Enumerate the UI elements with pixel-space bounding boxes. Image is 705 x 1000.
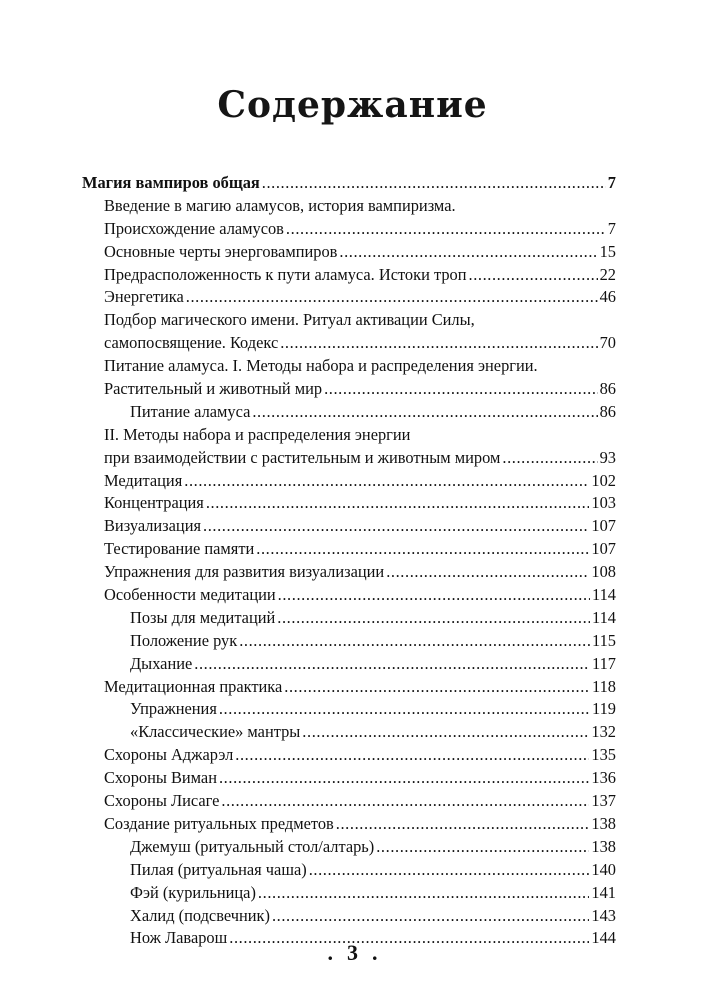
toc-entry-page: 102 bbox=[591, 470, 616, 490]
toc-entry bbox=[82, 355, 616, 378]
toc-entry-page: 118 bbox=[592, 676, 616, 696]
toc-entry-title: при взаимодействии с растительным и животным миром bbox=[104, 447, 501, 467]
toc-entry-page: 141 bbox=[591, 882, 616, 902]
toc-dot-leader bbox=[258, 882, 589, 905]
toc-dot-leader bbox=[376, 836, 589, 859]
toc-entry bbox=[82, 538, 616, 561]
toc-entry-title: Подбор магического имени. Ритуал активации Силы, bbox=[104, 310, 475, 330]
toc-entry-title: Позы для медитаций bbox=[130, 607, 276, 627]
toc-dot-leader bbox=[339, 241, 597, 264]
toc-entry bbox=[82, 286, 616, 309]
toc-entry bbox=[82, 332, 616, 355]
toc-entry bbox=[82, 492, 616, 515]
toc-entry-page: 7 bbox=[607, 218, 616, 238]
toc-entry-title: II. Методы набора и распределения энергии bbox=[104, 424, 411, 444]
toc-dot-leader bbox=[235, 744, 589, 767]
toc-entry bbox=[82, 905, 616, 928]
toc-dot-leader bbox=[219, 698, 590, 721]
toc-entry-title: Особенности медитации bbox=[104, 585, 276, 605]
toc-entry bbox=[82, 309, 616, 332]
toc-entry-page: 119 bbox=[592, 699, 616, 719]
toc-dot-leader bbox=[309, 859, 590, 882]
toc-entry bbox=[82, 676, 616, 699]
page-number-value: 3 bbox=[347, 940, 358, 965]
toc-entry-page: 135 bbox=[591, 745, 616, 765]
toc-entry bbox=[82, 218, 616, 241]
page-title: Содержание bbox=[217, 84, 488, 126]
toc-entry-title: Схороны Аджарэл bbox=[104, 745, 234, 765]
toc-dot-leader bbox=[252, 401, 597, 424]
toc-entry bbox=[82, 630, 616, 653]
toc-entry-title: Создание ритуальных предметов bbox=[104, 813, 334, 833]
toc-entry-title: Дыхание bbox=[130, 653, 193, 673]
table-of-contents bbox=[82, 172, 616, 950]
toc-dot-leader bbox=[324, 378, 598, 401]
toc-entry-title: Питание аламуса bbox=[130, 401, 251, 421]
toc-dot-leader bbox=[286, 218, 606, 241]
toc-dot-leader bbox=[277, 607, 590, 630]
toc-dot-leader bbox=[221, 790, 589, 813]
toc-entry bbox=[82, 721, 616, 744]
toc-dot-leader bbox=[284, 676, 590, 699]
toc-entry bbox=[82, 836, 616, 859]
toc-dot-leader bbox=[262, 172, 606, 195]
toc-entry-title: Происхождение аламусов bbox=[104, 218, 284, 238]
toc-dot-leader bbox=[272, 905, 589, 928]
toc-dot-leader bbox=[194, 653, 590, 676]
toc-entry bbox=[82, 698, 616, 721]
toc-entry-page: 137 bbox=[591, 791, 616, 811]
toc-entry-page: 107 bbox=[591, 539, 616, 559]
toc-entry-title: Нож Лаварош bbox=[130, 928, 228, 948]
toc-entry bbox=[82, 859, 616, 882]
toc-entry-title: Тестирование памяти bbox=[104, 539, 255, 559]
toc-entry bbox=[82, 767, 616, 790]
toc-dot-leader bbox=[386, 561, 589, 584]
toc-entry bbox=[82, 172, 616, 195]
toc-entry-page: 108 bbox=[591, 562, 616, 582]
toc-entry-page: 7 bbox=[607, 173, 616, 192]
toc-entry bbox=[82, 790, 616, 813]
toc-entry bbox=[82, 401, 616, 424]
toc-entry-page: 70 bbox=[599, 333, 616, 353]
toc-entry-title: Пилая (ритуальная чаша) bbox=[130, 859, 307, 879]
toc-entry-page: 93 bbox=[599, 447, 616, 467]
toc-entry-page: 132 bbox=[591, 722, 616, 742]
toc-entry-title: Концентрация bbox=[104, 493, 204, 513]
toc-dot-leader bbox=[302, 721, 589, 744]
toc-entry-page: 144 bbox=[591, 928, 616, 948]
toc-entry-title: Фэй (курильница) bbox=[130, 882, 256, 902]
toc-entry-page: 22 bbox=[599, 264, 616, 284]
toc-entry-title: Визуализация bbox=[104, 516, 202, 536]
toc-entry-page: 46 bbox=[599, 287, 616, 307]
toc-entry-page: 115 bbox=[592, 630, 616, 650]
toc-entry-title: Джемуш (ритуальный стол/алтарь) bbox=[130, 836, 375, 856]
toc-entry-title: Магия вампиров общая bbox=[82, 173, 260, 192]
toc-entry bbox=[82, 241, 616, 264]
toc-entry-title: Энергетика bbox=[104, 287, 184, 307]
toc-entry-page: 15 bbox=[599, 241, 616, 261]
toc-entry-page: 103 bbox=[591, 493, 616, 513]
toc-entry-page: 114 bbox=[592, 585, 616, 605]
toc-entry-title: Положение рук bbox=[130, 630, 238, 650]
toc-entry-page: 140 bbox=[591, 859, 616, 879]
toc-entry-title: самопосвящение. Кодекс bbox=[104, 333, 279, 353]
toc-entry-title: Введение в магию аламусов, история вампиризма. bbox=[104, 195, 456, 215]
folio-dot-right: . bbox=[372, 940, 378, 965]
toc-entry bbox=[82, 264, 616, 287]
toc-entry-title: Медитационная практика bbox=[104, 676, 283, 696]
toc-entry-title: Предрасположенность к пути аламуса. Истоки троп bbox=[104, 264, 467, 284]
toc-entry-title: Медитация bbox=[104, 470, 183, 490]
toc-entry-title: Упражнения bbox=[130, 699, 217, 719]
toc-entry bbox=[82, 653, 616, 676]
toc-entry-page: 136 bbox=[591, 768, 616, 788]
toc-entry-page: 138 bbox=[591, 813, 616, 833]
toc-entry-title: Питание аламуса. I. Методы набора и распределения энергии. bbox=[104, 356, 538, 376]
toc-dot-leader bbox=[256, 538, 589, 561]
toc-entry bbox=[82, 744, 616, 767]
page-number bbox=[0, 940, 705, 966]
toc-entry-page: 138 bbox=[591, 836, 616, 856]
toc-entry-page: 117 bbox=[592, 653, 616, 673]
toc-entry-page: 107 bbox=[591, 516, 616, 536]
toc-dot-leader bbox=[280, 332, 597, 355]
toc-entry-page: 143 bbox=[591, 905, 616, 925]
toc-dot-leader bbox=[186, 286, 598, 309]
toc-dot-leader bbox=[336, 813, 590, 836]
toc-entry-title: Халид (подсвечник) bbox=[130, 905, 270, 925]
toc-entry-title: «Классические» мантры bbox=[130, 722, 301, 742]
toc-entry-page: 86 bbox=[599, 379, 616, 399]
toc-dot-leader bbox=[239, 630, 590, 653]
toc-dot-leader bbox=[278, 584, 590, 607]
toc-entry-title: Схороны Виман bbox=[104, 768, 217, 788]
toc-dot-leader bbox=[184, 470, 589, 493]
toc-entry-page: 114 bbox=[592, 607, 616, 627]
toc-entry bbox=[82, 882, 616, 905]
toc-entry bbox=[82, 424, 616, 447]
toc-entry bbox=[82, 561, 616, 584]
toc-dot-leader bbox=[203, 515, 589, 538]
toc-entry bbox=[82, 447, 616, 470]
toc-entry-page: 86 bbox=[599, 401, 616, 421]
toc-entry bbox=[82, 584, 616, 607]
toc-entry-title: Схороны Лисаге bbox=[104, 791, 220, 811]
folio-dot-left: . bbox=[327, 940, 333, 965]
toc-entry bbox=[82, 607, 616, 630]
toc-entry bbox=[82, 813, 616, 836]
toc-entry bbox=[82, 515, 616, 538]
toc-dot-leader bbox=[469, 264, 598, 287]
toc-entry bbox=[82, 195, 616, 218]
toc-entry-title: Упражнения для развития визуализации bbox=[104, 562, 385, 582]
toc-dot-leader bbox=[206, 492, 590, 515]
toc-dot-leader bbox=[502, 447, 597, 470]
toc-dot-leader bbox=[219, 767, 589, 790]
toc-entry-title: Основные черты энерговампиров bbox=[104, 241, 338, 261]
toc-entry bbox=[82, 378, 616, 401]
toc-entry-title: Растительный и животный мир bbox=[104, 379, 323, 399]
toc-entry bbox=[82, 470, 616, 493]
